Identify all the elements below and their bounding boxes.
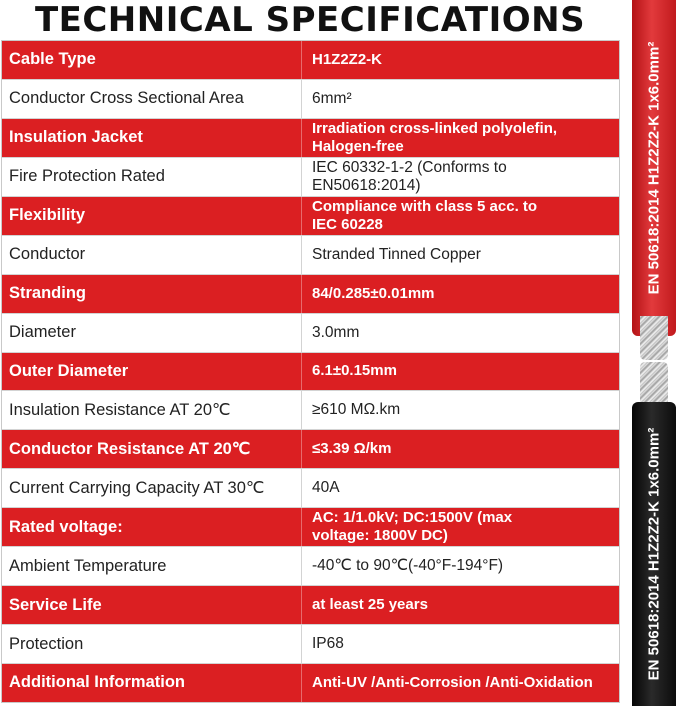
spec-label: Protection xyxy=(2,625,302,663)
spec-row-cross-section xyxy=(2,80,619,119)
spec-label: Conductor Resistance AT 20℃ xyxy=(2,430,302,468)
spec-value: ≥610 MΩ.km xyxy=(312,401,401,419)
spec-value: 40A xyxy=(312,479,340,497)
spec-row-additional-info xyxy=(2,664,619,702)
spec-table xyxy=(1,40,620,703)
spec-label: Flexibility xyxy=(2,197,302,235)
spec-label: Conductor Cross Sectional Area xyxy=(2,80,302,118)
cable-print-text: EN 50618:2014 H1Z2Z2-K 1x6.0mm² xyxy=(645,427,663,681)
spec-row-conductor xyxy=(2,236,619,275)
spec-label: Insulation Resistance AT 20℃ xyxy=(2,391,302,429)
spec-row-stranding xyxy=(2,275,619,314)
spec-label: Outer Diameter xyxy=(2,353,302,391)
spec-value: Stranded Tinned Copper xyxy=(312,245,481,263)
spec-value: Anti-UV /Anti-Corrosion /Anti-Oxidation xyxy=(312,673,593,691)
spec-label: Cable Type xyxy=(2,41,302,79)
page-title: TECHNICAL SPECIFICATIONS xyxy=(34,0,586,40)
spec-row-outer-diameter xyxy=(2,353,619,392)
spec-label: Service Life xyxy=(2,586,302,624)
spec-label: Current Carrying Capacity AT 30℃ xyxy=(2,469,302,507)
spec-value: 3.0mm xyxy=(312,323,360,341)
spec-value: H1Z2Z2-K xyxy=(312,50,383,68)
spec-label: Insulation Jacket xyxy=(2,119,302,157)
spec-label: Conductor xyxy=(2,236,302,274)
spec-label: Ambient Temperature xyxy=(2,547,302,585)
spec-value: IEC 60332-1-2 (Conforms to EN50618:2014) xyxy=(312,158,507,194)
spec-value: 6.1±0.15mm xyxy=(312,362,397,380)
black-cable-image xyxy=(632,402,676,706)
spec-label: Diameter xyxy=(2,314,302,352)
spec-row-insulation-resistance xyxy=(2,391,619,430)
spec-label: Rated voltage: xyxy=(2,508,302,546)
spec-value: 6mm² xyxy=(312,89,352,107)
spec-label: Stranding xyxy=(2,275,302,313)
spec-row-cable-type xyxy=(2,41,619,80)
spec-row-conductor-resistance xyxy=(2,430,619,469)
spec-value: Irradiation cross-linked polyolefin, Halogen-free xyxy=(312,119,558,155)
spec-value: IP68 xyxy=(312,635,344,653)
spec-value: 84/0.285±0.01mm xyxy=(312,284,435,302)
spec-value: AC: 1/1.0kV; DC:1500V (max voltage: 1800V DC) xyxy=(312,509,513,545)
spec-label: Additional Information xyxy=(2,664,302,702)
spec-row-rated-voltage xyxy=(2,508,619,547)
spec-value: Compliance with class 5 acc. to IEC 60228 xyxy=(312,197,538,233)
spec-row-protection xyxy=(2,625,619,664)
spec-row-diameter xyxy=(2,314,619,353)
spec-row-ambient-temperature xyxy=(2,547,619,586)
spec-row-current-capacity xyxy=(2,469,619,508)
spec-label: Fire Protection Rated xyxy=(2,158,302,196)
spec-row-fire-protection xyxy=(2,158,619,197)
exposed-tinned-copper-wire xyxy=(640,316,668,360)
spec-value: ≤3.39 Ω/km xyxy=(312,440,392,458)
spec-row-flexibility xyxy=(2,197,619,236)
spec-value: at least 25 years xyxy=(312,596,428,614)
spec-value: -40℃ to 90℃(-40°F-194°F) xyxy=(312,557,504,575)
red-cable-image xyxy=(632,0,676,336)
spec-row-service-life xyxy=(2,586,619,625)
cable-print-text: EN 50618:2014 H1Z2Z2-K 1x6.0mm² xyxy=(645,41,663,295)
spec-row-insulation-jacket xyxy=(2,119,619,158)
